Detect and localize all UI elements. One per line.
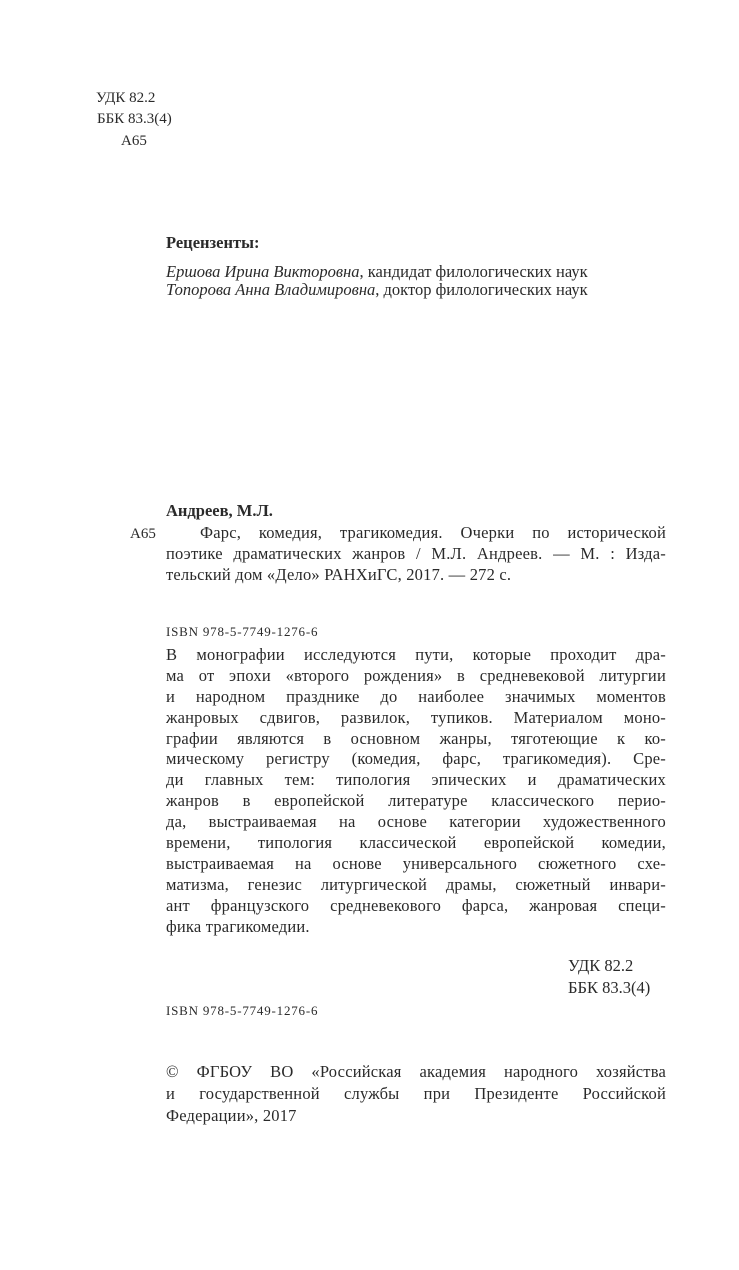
catalog-line: тельский дом «Дело» РАНХиГС, 2017. — 272 с. <box>166 564 512 584</box>
abstract-line: мическому регистру (комедия, фарс, трагикомедия). Сре- <box>166 749 666 769</box>
bbk-code-bottom: ББК 83.3(4) <box>568 978 651 997</box>
copyright <box>166 1061 666 1127</box>
copyright-line: © ФГБОУ ВО «Российская академия народного хозяйства <box>166 1062 666 1081</box>
reviewer-1 <box>166 262 588 282</box>
abstract-line: жанровых сдвигов, развилок, тупиков. Материалом моно- <box>166 707 666 727</box>
isbn-bottom: ISBN 978-5-7749-1276-6 <box>166 1003 319 1018</box>
abstract-line: выстраиваемая на основе универсального сюжетного схе- <box>166 853 666 873</box>
abstract-line: графии являются в основном жанры, тяготеющие к ко- <box>166 728 666 748</box>
reviewers-heading: Рецензенты: <box>166 233 260 252</box>
author-mark-top: А65 <box>121 133 147 149</box>
udk-code-bottom: УДК 82.2 <box>568 956 634 975</box>
abstract-line: фика трагикомедии. <box>166 916 310 936</box>
reviewer-2 <box>166 280 588 300</box>
reviewer-title: , доктор филологических наук <box>375 280 588 299</box>
abstract-line: ди главных тем: типология эпических и драматических <box>166 770 666 790</box>
abstract <box>166 645 666 937</box>
copyright-line: Федерации», 2017 <box>166 1106 297 1125</box>
catalog-description <box>166 523 666 586</box>
abstract-line: ант французского средневекового фарса, жанровая специ- <box>166 895 666 915</box>
abstract-line: и народном празднике до наиболее значимых моментов <box>166 686 666 706</box>
catalog-author-mark: А65 <box>130 526 156 542</box>
catalog-author: Андреев, М.Л. <box>166 501 273 520</box>
abstract-line: да, выстраиваемая на основе категории художественного <box>166 812 666 832</box>
reviewer-name: Ершова Ирина Викторовна <box>166 262 360 281</box>
reviewer-name: Топорова Анна Владимировна <box>166 280 376 299</box>
abstract-line: жанров в европейской литературе классического перио- <box>166 791 666 811</box>
abstract-line: времени, типология классической европейской комедии, <box>166 833 666 853</box>
reviewer-title: , кандидат филологических наук <box>359 262 588 281</box>
abstract-line: матизма, генезис литургической драмы, сюжетный инвари- <box>166 874 666 894</box>
isbn-top: ISBN 978-5-7749-1276-6 <box>166 624 319 639</box>
udk-code-top: УДК 82.2 <box>96 90 156 106</box>
bbk-code-top: ББК 83.3(4) <box>97 111 172 127</box>
copyright-line: и государственной службы при Президенте Российской <box>166 1084 666 1103</box>
catalog-line: поэтике драматических жанров / М.Л. Андреев. — М. : Изда- <box>166 543 666 563</box>
abstract-line: В монографии исследуются пути, которые проходит дра- <box>166 645 666 664</box>
abstract-line: ма от эпохи «второго рождения» в средневековой литургии <box>166 665 666 685</box>
catalog-line: Фарс, комедия, трагикомедия. Очерки по исторической <box>200 523 666 542</box>
